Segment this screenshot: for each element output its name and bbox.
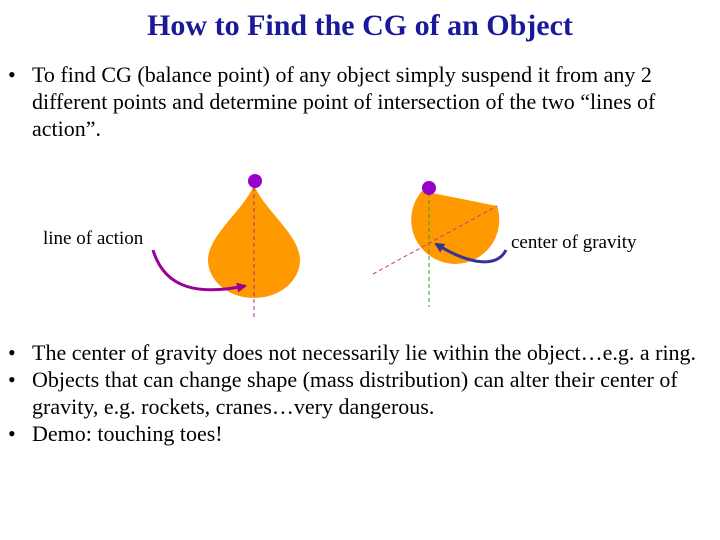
center-of-gravity-label: center of gravity xyxy=(511,232,637,253)
bullet-marker: • xyxy=(8,340,16,365)
list-item xyxy=(8,420,720,447)
slide-title: How to Find the CG of an Object xyxy=(147,9,573,42)
bullet-list xyxy=(8,339,720,447)
bullet-marker: • xyxy=(8,62,16,87)
bullet-text: The center of gravity does not necessarily lie within the object…e.g. a ring. xyxy=(32,340,697,365)
intro-bullet-text: To find CG (balance point) of any object simply suspend it from any 2 different points and determine point of intersection of the two “lines of action”. xyxy=(32,62,656,141)
list-item xyxy=(8,339,720,366)
bullet-marker: • xyxy=(8,367,16,392)
cg-figure xyxy=(0,165,720,325)
bullet-text: Demo: touching toes! xyxy=(32,421,223,446)
intro-bullet xyxy=(8,61,708,142)
list-item xyxy=(8,366,720,420)
bullet-marker: • xyxy=(8,421,16,446)
pivot-point-right xyxy=(422,181,436,195)
line-of-action-label: line of action xyxy=(43,228,144,249)
pivot-point-left xyxy=(248,174,262,188)
bullet-text: Objects that can change shape (mass distribution) can alter their center of gravity, e.g. rockets, cranes…very dangerous. xyxy=(32,367,678,419)
